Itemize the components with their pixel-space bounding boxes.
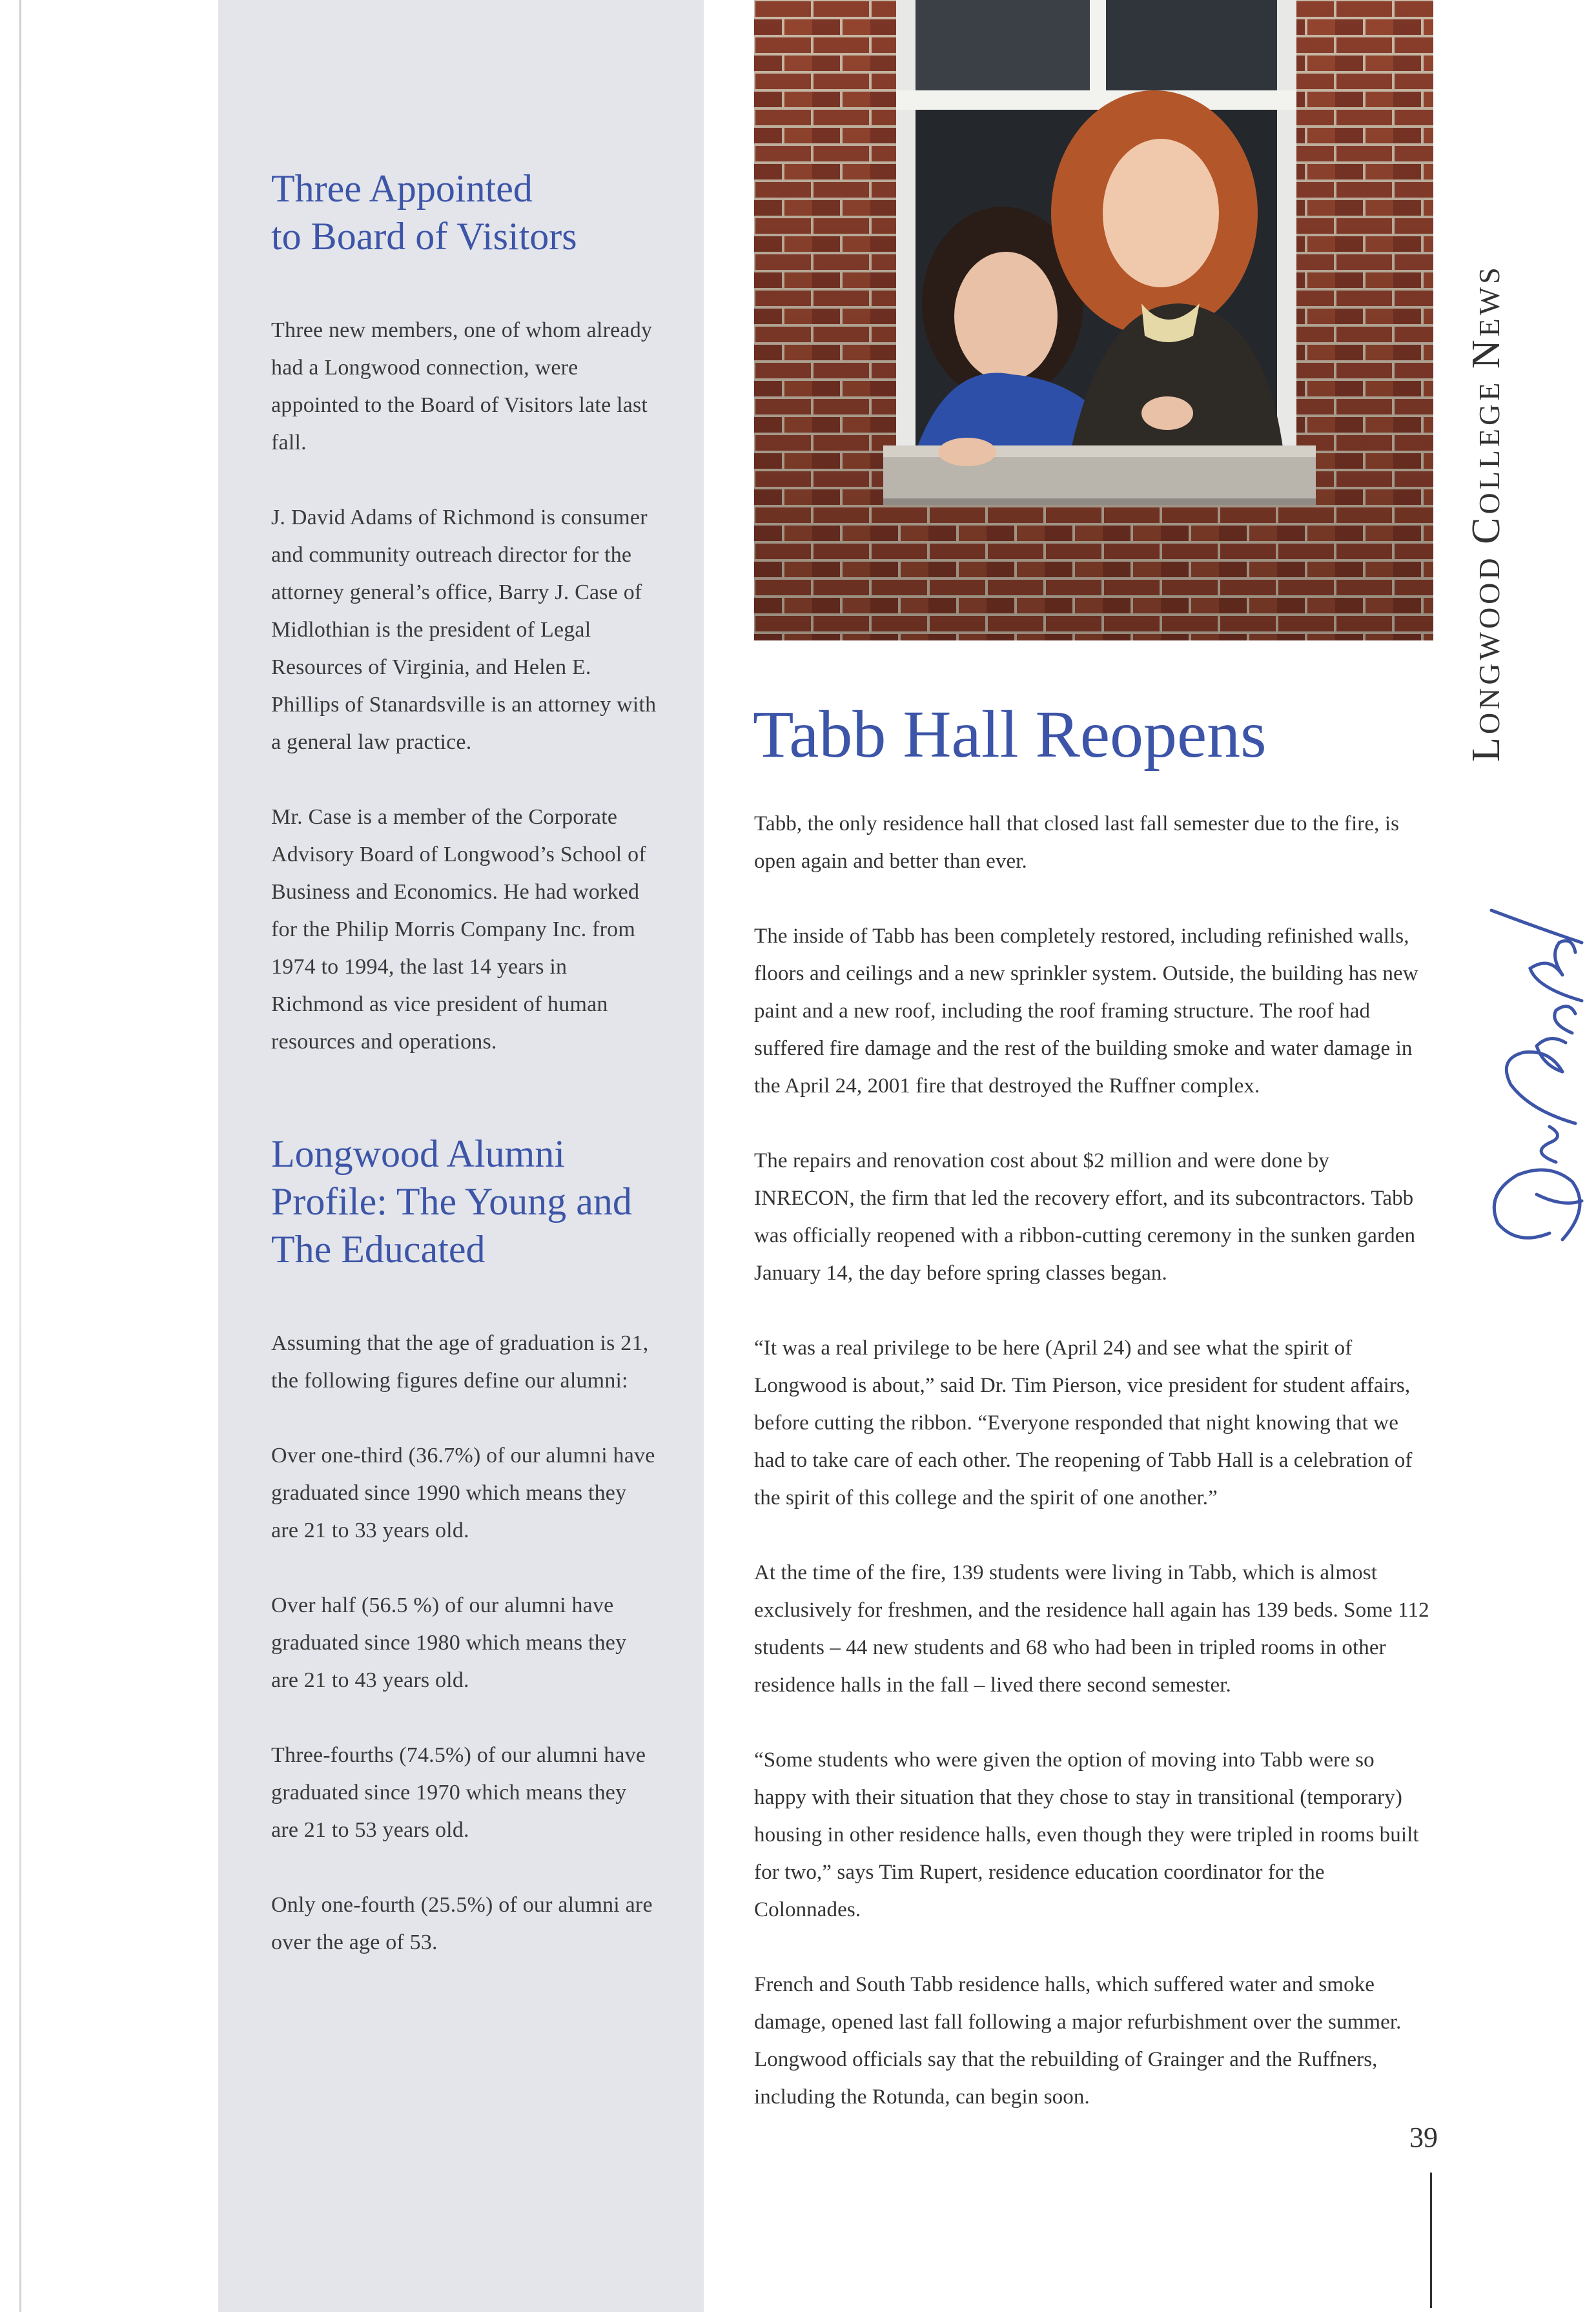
section-title-part: OLLEGE xyxy=(1473,369,1506,515)
board-paragraph: Three new members, one of whom already had a Longwood connection, were appointed to the Board of Visitors late last fall. xyxy=(271,318,653,455)
board-section xyxy=(271,165,659,1061)
board-heading xyxy=(271,165,659,260)
page-number: 39 xyxy=(1409,2122,1438,2153)
board-paragraph: Mr. Case is a member of the Corporate Advisory Board of Longwood’s School of Business and Economics. He had worked for the Philip Morris Company Inc. from 1974 to 1994, the last 14 years in Richmond as vice president of human resources and operations. xyxy=(271,805,646,1054)
alumni-paragraph: Only one-fourth (25.5%) of our alumni are over the age of 53. xyxy=(271,1893,653,1954)
alumni-paragraph: Three-fourths (74.5%) of our alumni have graduated since 1970 which means they are 21 to 53 years old. xyxy=(271,1743,646,1842)
article-paragraph: The inside of Tabb has been completely restored, including refinished walls, floors and ceilings and a new sprinkler system. Outside, the building has new paint and a new roof, including the roof framing structure. The roof had suffered fire damage and the rest of the building smoke and water damage in the April 24, 2001 fire that destroyed the Ruffner complex. xyxy=(754,925,1418,1098)
article-paragraph: Tabb, the only residence hall that closed last fall semester due to the fire, is open again and better than ever. xyxy=(754,812,1400,873)
article-title: Tabb Hall Reopens xyxy=(753,697,1267,772)
alumni-paragraph: Over one-third (36.7%) of our alumni have graduated since 1990 which means they are 21 to 33 years old. xyxy=(271,1444,655,1542)
page-number-rule xyxy=(1430,2173,1432,2308)
article-paragraph: At the time of the fire, 139 students were living in Tabb, which is almost exclusively for freshmen, and the residence hall again has 139 beds. Some 112 students – 44 new students and 68 who had been in tripled rooms in other residence halls in the fall – lived there second semester. xyxy=(754,1561,1429,1697)
section-title-letter: C xyxy=(1464,514,1508,544)
on-campus-script-logo xyxy=(1453,904,1596,1253)
section-title-vertical xyxy=(1460,116,1512,762)
section-title-part: EWS xyxy=(1473,264,1506,337)
article-paragraph: “Some students who were given the option of moving into Tabb were so happy with their situation that they chose to stay in transitional (temporary) housing in other residence halls, even though they were tripled in rooms built for two,” says Tim Rupert, residence education coordinator for the Colonnades. xyxy=(754,1748,1419,1921)
article-paragraph: The repairs and renovation cost about $2 million and were done by INRECON, the firm that led the recovery effort, and its subcontractors. Tabb was officially reopened with a ribbon-cutting ceremony in the sunken garden January 14, the day before spring classes began. xyxy=(754,1149,1416,1285)
page-edge-shadow xyxy=(19,0,21,2312)
tabb-hall-photo xyxy=(754,0,1433,640)
alumni-heading-line1: Longwood Alumni xyxy=(271,1132,566,1175)
board-heading-line2: to Board of Visitors xyxy=(271,215,577,258)
board-paragraph: J. David Adams of Richmond is consumer and community outreach director for the attorney general’s office, Barry J. Case of Midlothian is the president of Legal Resources of Virginia, and Helen E. Phillips of Stanardsville is an attorney with a general law practice. xyxy=(271,506,657,754)
alumni-paragraph: Assuming that the age of graduation is 21, the following figures define our alumni: xyxy=(271,1331,649,1393)
board-heading-line1: Three Appointed xyxy=(271,167,533,210)
alumni-heading-line3: The Educated xyxy=(271,1228,486,1271)
alumni-paragraph: Over half (56.5 %) of our alumni have graduated since 1980 which means they are 21 to 43 years old. xyxy=(271,1593,627,1692)
alumni-heading xyxy=(271,1130,659,1273)
section-title-part: ONGWOOD xyxy=(1473,544,1506,735)
alumni-heading-line2: Profile: The Young and xyxy=(271,1180,632,1223)
two-students-in-window-icon xyxy=(754,0,1433,640)
article-paragraph: French and South Tabb residence halls, which suffered water and smoke damage, opened last fall following a major refurbishment over the summer. Longwood officials say that the rebuilding of Grainger and the Ruffners, including the Rotunda, can begin soon. xyxy=(754,1973,1402,2109)
section-title-letter: N xyxy=(1464,336,1508,369)
article-body xyxy=(754,805,1432,2116)
section-title-letter: L xyxy=(1464,734,1508,762)
article-paragraph: “It was a real privilege to be here (April 24) and see what the spirit of Longwood is about,” said Dr. Tim Pierson, vice president for student affairs, before cutting the ribbon. “Everyone responded that night knowing that we had to take care of each other. The reopening of Tabb Hall is a celebration of the spirit of this college and the spirit of one another.” xyxy=(754,1336,1413,1509)
alumni-section xyxy=(271,1130,659,1961)
